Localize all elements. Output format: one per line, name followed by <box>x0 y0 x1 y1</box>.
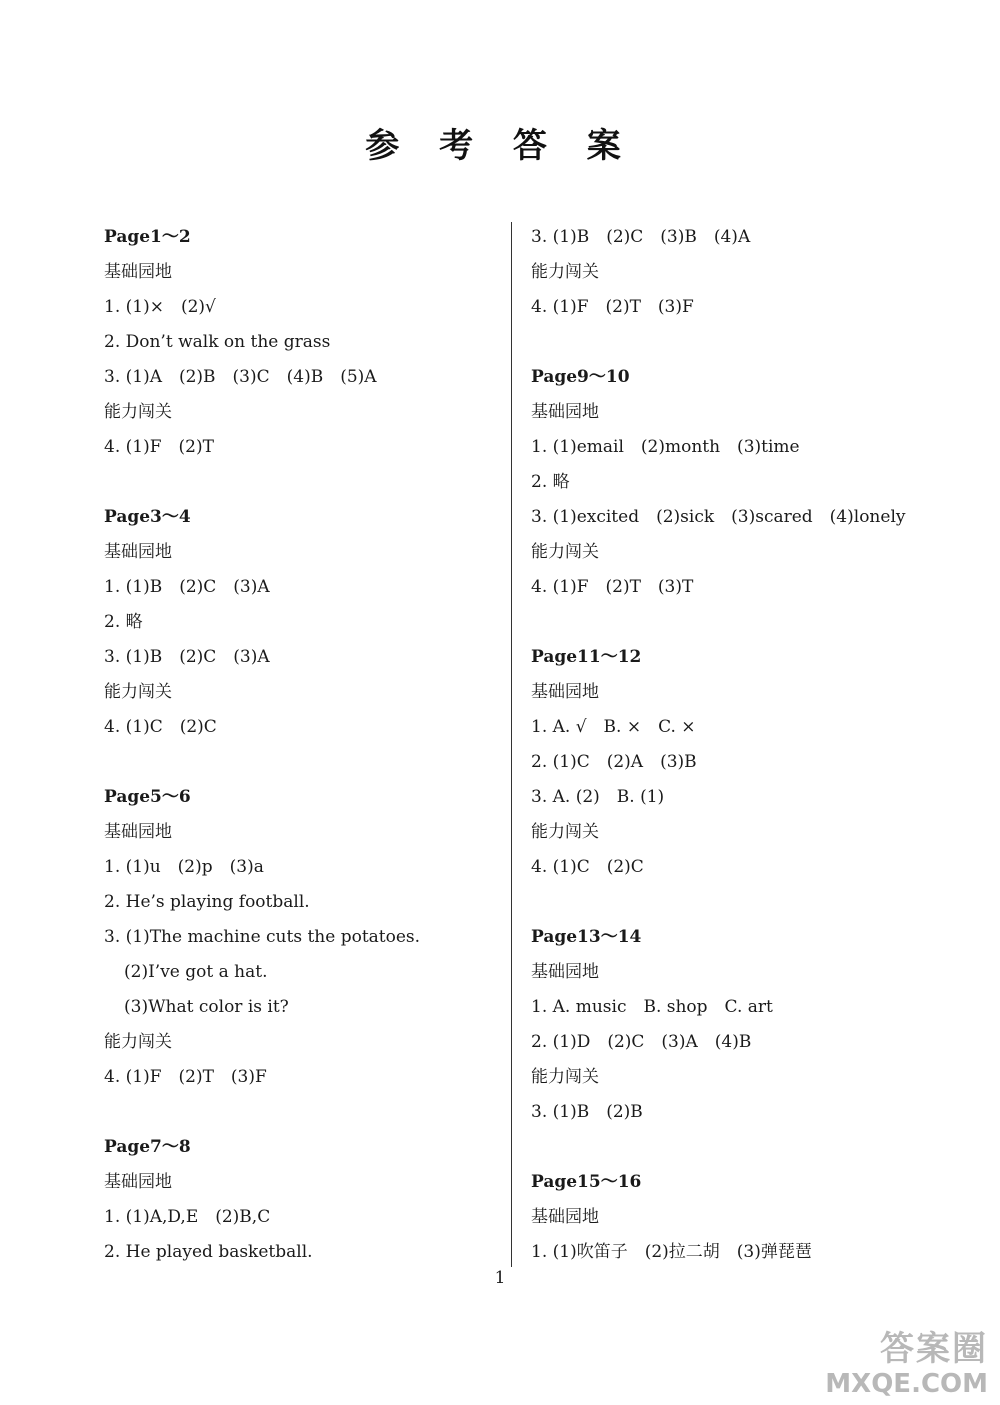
spacer <box>104 747 494 782</box>
section-heading: 基础园地 <box>531 1207 599 1227</box>
page-number: 1 <box>494 1268 506 1288</box>
left-column <box>104 222 494 1272</box>
answer-line: 2. Don’t walk on the grass <box>104 332 331 352</box>
answer-line: 3. (1)B (2)C (3)B (4)A <box>531 227 751 247</box>
answer-line: 4. (1)C (2)C <box>104 717 217 737</box>
section-heading: 能力闯关 <box>531 542 599 562</box>
answer-line: 1. (1)吹笛子 (2)拉二胡 (3)弹琵琶 <box>531 1242 812 1262</box>
answer-line: 1. A. √ B. × C. × <box>531 717 696 737</box>
page-range-heading: Page5～6 <box>104 787 191 807</box>
column-divider <box>511 222 512 1267</box>
answer-line: 3. (1)B (2)B <box>531 1102 643 1122</box>
spacer <box>531 327 971 362</box>
answer-line: 1. (1)u (2)p (3)a <box>104 857 264 877</box>
section-heading: 能力闯关 <box>531 822 599 842</box>
section-heading: 能力闯关 <box>104 682 172 702</box>
page-range-heading: Page1～2 <box>104 227 191 247</box>
answer-line: 3. A. (2) B. (1) <box>531 787 665 807</box>
section-heading: 能力闯关 <box>531 262 599 282</box>
answer-line: 3. (1)A (2)B (3)C (4)B (5)A <box>104 367 377 387</box>
answer-line: 1. (1)A,D,E (2)B,C <box>104 1207 271 1227</box>
answer-line: (3)What color is it? <box>124 997 289 1017</box>
spacer <box>104 1097 494 1132</box>
section-heading: 能力闯关 <box>104 402 172 422</box>
answer-line: (2)I’ve got a hat. <box>124 962 268 982</box>
answer-line: 1. A. music B. shop C. art <box>531 997 773 1017</box>
answer-line: 4. (1)F (2)T (3)F <box>531 297 694 317</box>
page-range-heading: Page11～12 <box>531 647 642 667</box>
answer-line: 2. 略 <box>104 612 143 632</box>
answer-line: 4. (1)F (2)T (3)T <box>531 577 694 597</box>
answer-line: 1. (1)email (2)month (3)time <box>531 437 800 457</box>
watermark-logo: 答案圈 <box>880 1329 988 1369</box>
spacer <box>531 887 971 922</box>
section-heading: 基础园地 <box>531 962 599 982</box>
page-range-heading: Page15～16 <box>531 1172 642 1192</box>
watermark-url: MXQE.COM <box>825 1369 988 1399</box>
answer-line: 1. (1)B (2)C (3)A <box>104 577 270 597</box>
answer-line: 2. He’s playing football. <box>104 892 310 912</box>
answer-line: 2. 略 <box>531 472 570 492</box>
section-heading: 能力闯关 <box>531 1067 599 1087</box>
answer-line: 3. (1)B (2)C (3)A <box>104 647 270 667</box>
answer-line: 2. (1)D (2)C (3)A (4)B <box>531 1032 752 1052</box>
page-title: 参 考 答 案 <box>365 126 635 166</box>
section-heading: 基础园地 <box>104 1172 172 1192</box>
answer-line: 3. (1)The machine cuts the potatoes. <box>104 927 421 947</box>
section-heading: 基础园地 <box>104 542 172 562</box>
section-heading: 基础园地 <box>104 822 172 842</box>
answer-line: 4. (1)C (2)C <box>531 857 644 877</box>
answer-line: 4. (1)F (2)T (3)F <box>104 1067 267 1087</box>
page-range-heading: Page3～4 <box>104 507 191 527</box>
watermark <box>825 1329 988 1399</box>
answer-line: 3. (1)excited (2)sick (3)scared (4)lonely <box>531 507 906 527</box>
section-heading: 基础园地 <box>104 262 172 282</box>
page-range-heading: Page13～14 <box>531 927 642 947</box>
spacer <box>104 467 494 502</box>
answer-line: 2. (1)C (2)A (3)B <box>531 752 697 772</box>
spacer <box>531 607 971 642</box>
answer-line: 4. (1)F (2)T <box>104 437 214 457</box>
spacer <box>531 1132 971 1167</box>
section-heading: 基础园地 <box>531 682 599 702</box>
answer-line: 1. (1)× (2)√ <box>104 297 216 317</box>
section-heading: 能力闯关 <box>104 1032 172 1052</box>
answer-line: 2. He played basketball. <box>104 1242 313 1262</box>
page-range-heading: Page7～8 <box>104 1137 191 1157</box>
section-heading: 基础园地 <box>531 402 599 422</box>
right-column <box>531 222 971 1272</box>
page-range-heading: Page9～10 <box>531 367 630 387</box>
